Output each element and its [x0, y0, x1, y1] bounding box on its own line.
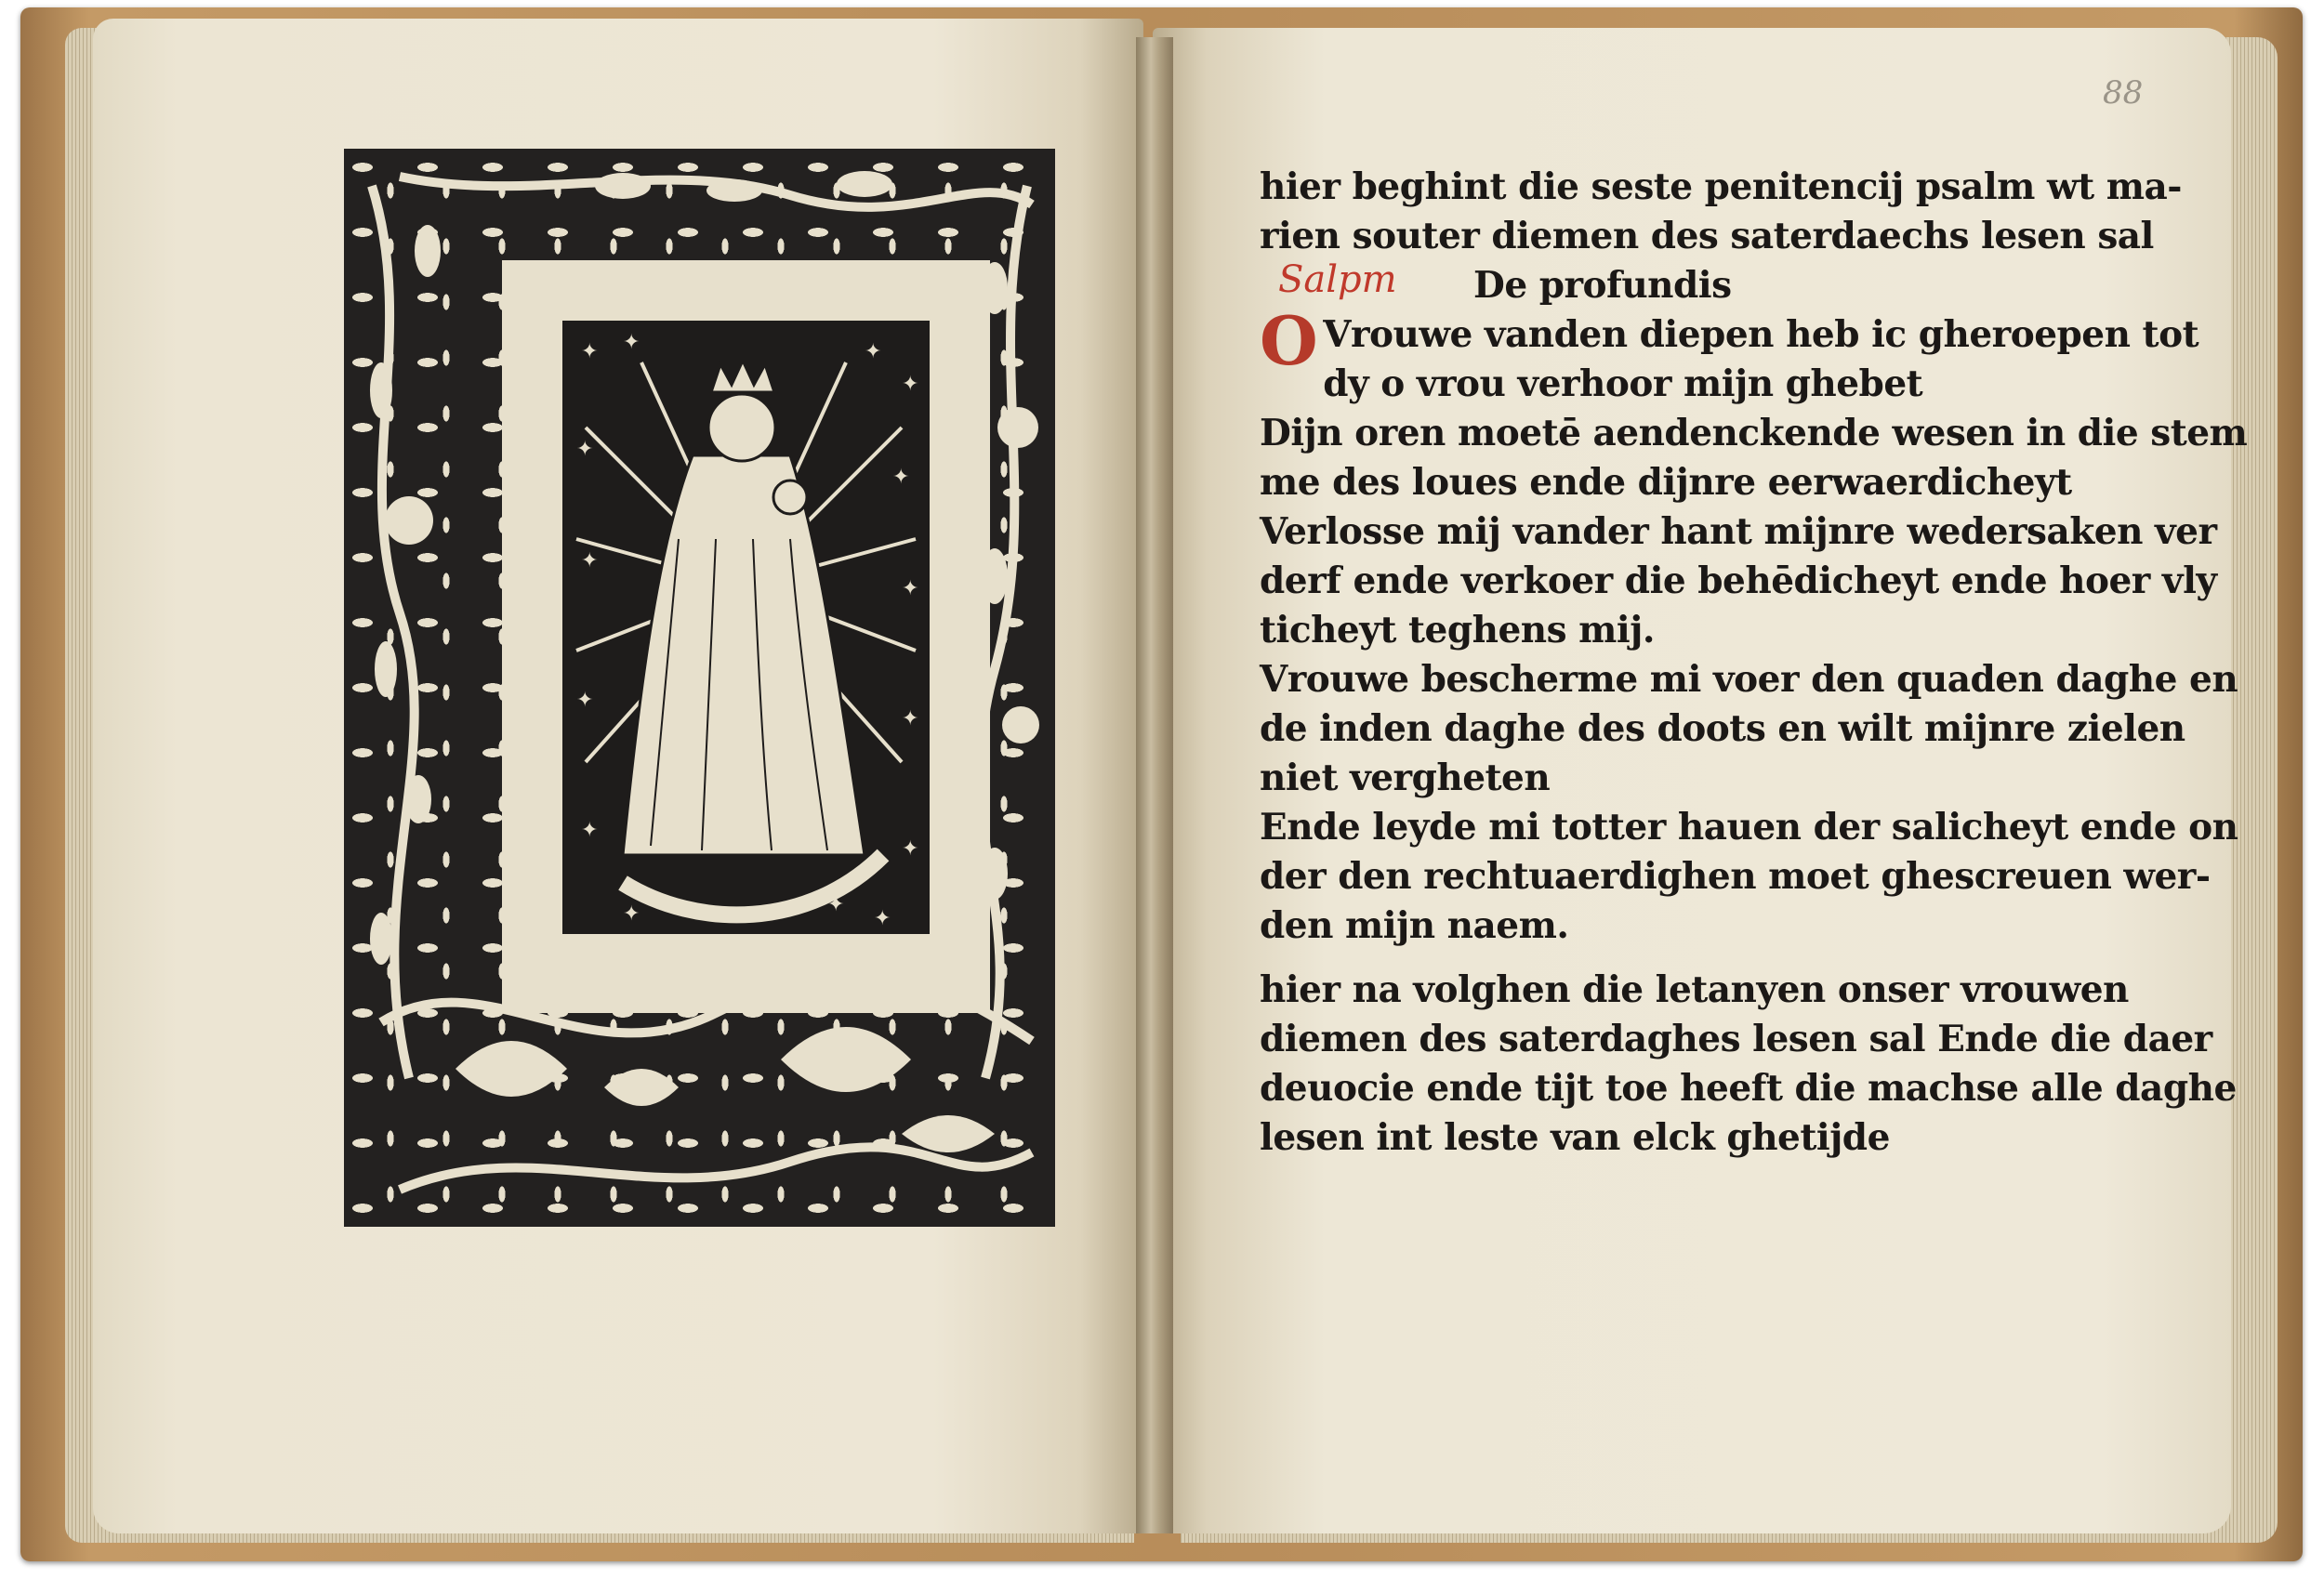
psalm-line: Verlosse mij vander hant mijnre wedersaken ver: [1260, 510, 2217, 553]
psalm-line: derf ende verkoer die behēdicheyt ende hoer vly: [1260, 559, 2217, 602]
psalm-line: Vrouwe bescherme mi voer den quaden daghe en: [1260, 658, 2238, 701]
psalm-line: Vrouwe vanden diepen heb ic gheroepen tot: [1323, 313, 2199, 356]
svg-text:✦: ✦: [902, 577, 919, 600]
psalm-body: [1260, 301, 2248, 951]
folio-number: 88: [2103, 74, 2144, 112]
psalm-line: Dijn oren moetē aendenckende wesen in die stem: [1260, 412, 2248, 454]
svg-text:✦: ✦: [902, 373, 919, 396]
svg-text:✦: ✦: [581, 819, 599, 842]
heading-line: hier beghint die seste penitencij psalm wt ma-: [1260, 165, 2182, 208]
svg-text:✦: ✦: [874, 907, 891, 930]
red-rubric: Salpm: [1278, 258, 1397, 301]
svg-text:✦: ✦: [581, 549, 599, 572]
woodcut-madonna-illustration: [344, 149, 1055, 1227]
psalm-line: dy o vrou verhoor mijn ghebet: [1323, 362, 1923, 405]
psalm-line: me des loues ende dijnre eerwaerdicheyt: [1260, 461, 2072, 504]
svg-text:✦: ✦: [623, 331, 640, 354]
svg-text:✦: ✦: [892, 466, 910, 489]
svg-text:✦: ✦: [581, 340, 599, 363]
svg-text:✦: ✦: [827, 893, 845, 916]
svg-text:✦: ✦: [902, 707, 919, 730]
woodcut-drawing: [344, 149, 1055, 1227]
psalm-line: Ende leyde mi totter hauen der salicheyt ende on: [1260, 806, 2238, 849]
psalm-line: de inden daghe des doots en wilt mijnre zielen: [1260, 707, 2185, 750]
closing-line: lesen int leste van elck ghetijde: [1260, 1116, 1890, 1159]
svg-text:✦: ✦: [623, 902, 640, 926]
closing-line: diemen des saterdaghes lesen sal Ende die daer: [1260, 1018, 2212, 1060]
psalm-subtitle: De profundis: [1473, 264, 1732, 307]
red-initial: O: [1260, 301, 1318, 380]
closing-line: hier na volghen die letanyen onser vrouwen: [1260, 968, 2129, 1011]
svg-text:✦: ✦: [902, 837, 919, 861]
psalm-line: den mijn naem.: [1260, 904, 1569, 947]
psalm-line: ticheyt teghens mij.: [1260, 609, 1655, 651]
closing-line: deuocie ende tijt toe heeft die machse alle daghe: [1260, 1067, 2237, 1110]
psalm-line: der den rechtuaerdighen moet ghescreuen wer-: [1260, 855, 2211, 898]
svg-text:✦: ✦: [865, 340, 882, 363]
closing-text: [1260, 967, 2237, 1164]
heading-line: rien souter diemen des saterdaechs lesen sal: [1260, 215, 2154, 257]
svg-text:✦: ✦: [576, 689, 594, 712]
book-gutter: [1136, 37, 1173, 1533]
psalm-line: niet vergheten: [1260, 757, 1551, 799]
svg-text:✦: ✦: [576, 438, 594, 461]
